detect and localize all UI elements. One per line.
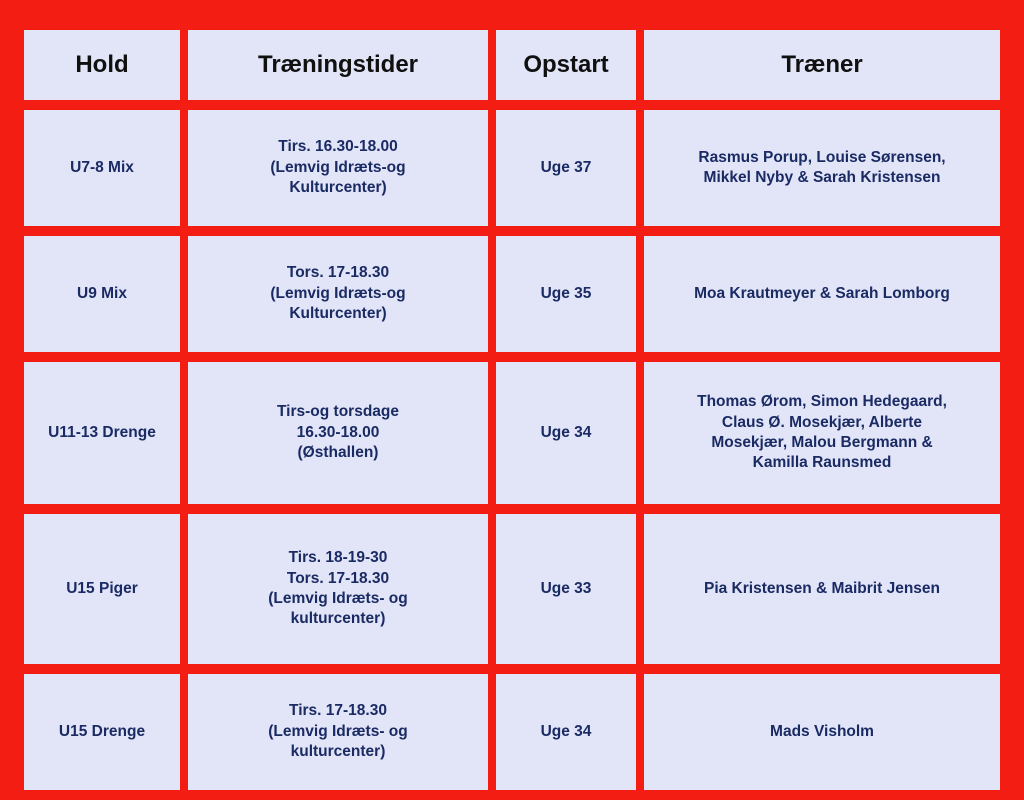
cell-opstart: Uge 34 <box>496 362 636 504</box>
table-body <box>24 110 1000 790</box>
cell-line: Tors. 17-18.30 <box>286 569 390 587</box>
cell-traeningstider <box>188 514 488 664</box>
cell-line: (Lemvig Idræts- og <box>268 722 408 740</box>
cell-line: (Lemvig Idræts-og <box>270 158 406 176</box>
cell-line: Tirs. 17-18.30 <box>289 702 387 720</box>
cell-traener <box>644 514 1000 664</box>
cell-line: (Lemvig Idræts-og <box>270 284 406 302</box>
cell-hold <box>24 362 180 504</box>
table-row <box>24 674 1000 790</box>
cell-opstart: Uge 35 <box>496 236 636 352</box>
cell-line: Tors. 17-18.30 <box>286 264 390 282</box>
column-header-hold: Hold <box>24 30 180 100</box>
cell-line: (Lemvig Idræts- og <box>268 590 408 607</box>
cell-opstart: Uge 37 <box>496 110 636 226</box>
table-header-row <box>24 30 1000 100</box>
cell-line: Moa Krautmeyer & Sarah Lomborg <box>694 284 950 302</box>
cell-traeningstider <box>188 110 488 226</box>
cell-line: Pia Kristensen & Maibrit Jensen <box>703 579 941 597</box>
cell-line: Mosekjær, Malou Bergmann & <box>711 434 933 451</box>
cell-hold: U15 Piger <box>24 514 180 664</box>
cell-line: Tirs-og torsdage <box>276 403 399 421</box>
cell-hold: U9 Mix <box>24 236 180 352</box>
cell-traener <box>644 236 1000 352</box>
cell-line: kulturcenter) <box>290 743 386 761</box>
cell-line: U11-13 Drenge <box>48 423 156 441</box>
cell-hold: U7-8 Mix <box>24 110 180 226</box>
cell-traener <box>644 362 1000 504</box>
column-header-traener: Træner <box>644 30 1000 100</box>
cell-opstart: Uge 34 <box>496 674 636 790</box>
cell-line: Tirs. 18-19-30 <box>288 549 388 567</box>
cell-line: Claus Ø. Mosekjær, Alberte <box>721 413 923 431</box>
cell-opstart: Uge 33 <box>496 514 636 664</box>
column-header-opstart: Opstart <box>496 30 636 100</box>
cell-line: Tirs. 16.30-18.00 <box>278 138 398 156</box>
cell-hold: U15 Drenge <box>24 674 180 790</box>
table-header <box>24 30 1000 100</box>
cell-line: 16.30-18.00 <box>296 423 380 441</box>
column-header-traeningstider: Træningstider <box>188 30 488 100</box>
table-row <box>24 236 1000 352</box>
training-schedule-table <box>16 20 1008 800</box>
cell-line: Thomas Ørom, Simon Hedegaard, <box>697 393 947 411</box>
cell-line: (Østhallen) <box>297 444 379 462</box>
cell-line: Kulturcenter) <box>289 179 387 197</box>
cell-line: Rasmus Porup, Louise Sørensen, <box>698 148 946 166</box>
cell-line: Mikkel Nyby & Sarah Kristensen <box>703 169 941 186</box>
table-row <box>24 362 1000 504</box>
cell-traener <box>644 674 1000 790</box>
cell-line: Kulturcenter) <box>289 305 387 323</box>
cell-line: Mads Visholm <box>770 722 874 740</box>
cell-traeningstider <box>188 236 488 352</box>
table-row <box>24 110 1000 226</box>
cell-traener <box>644 110 1000 226</box>
table-row <box>24 514 1000 664</box>
cell-traeningstider <box>188 674 488 790</box>
cell-line: Kamilla Raunsmed <box>752 454 892 472</box>
cell-line: kulturcenter) <box>290 610 386 628</box>
cell-traeningstider <box>188 362 488 504</box>
